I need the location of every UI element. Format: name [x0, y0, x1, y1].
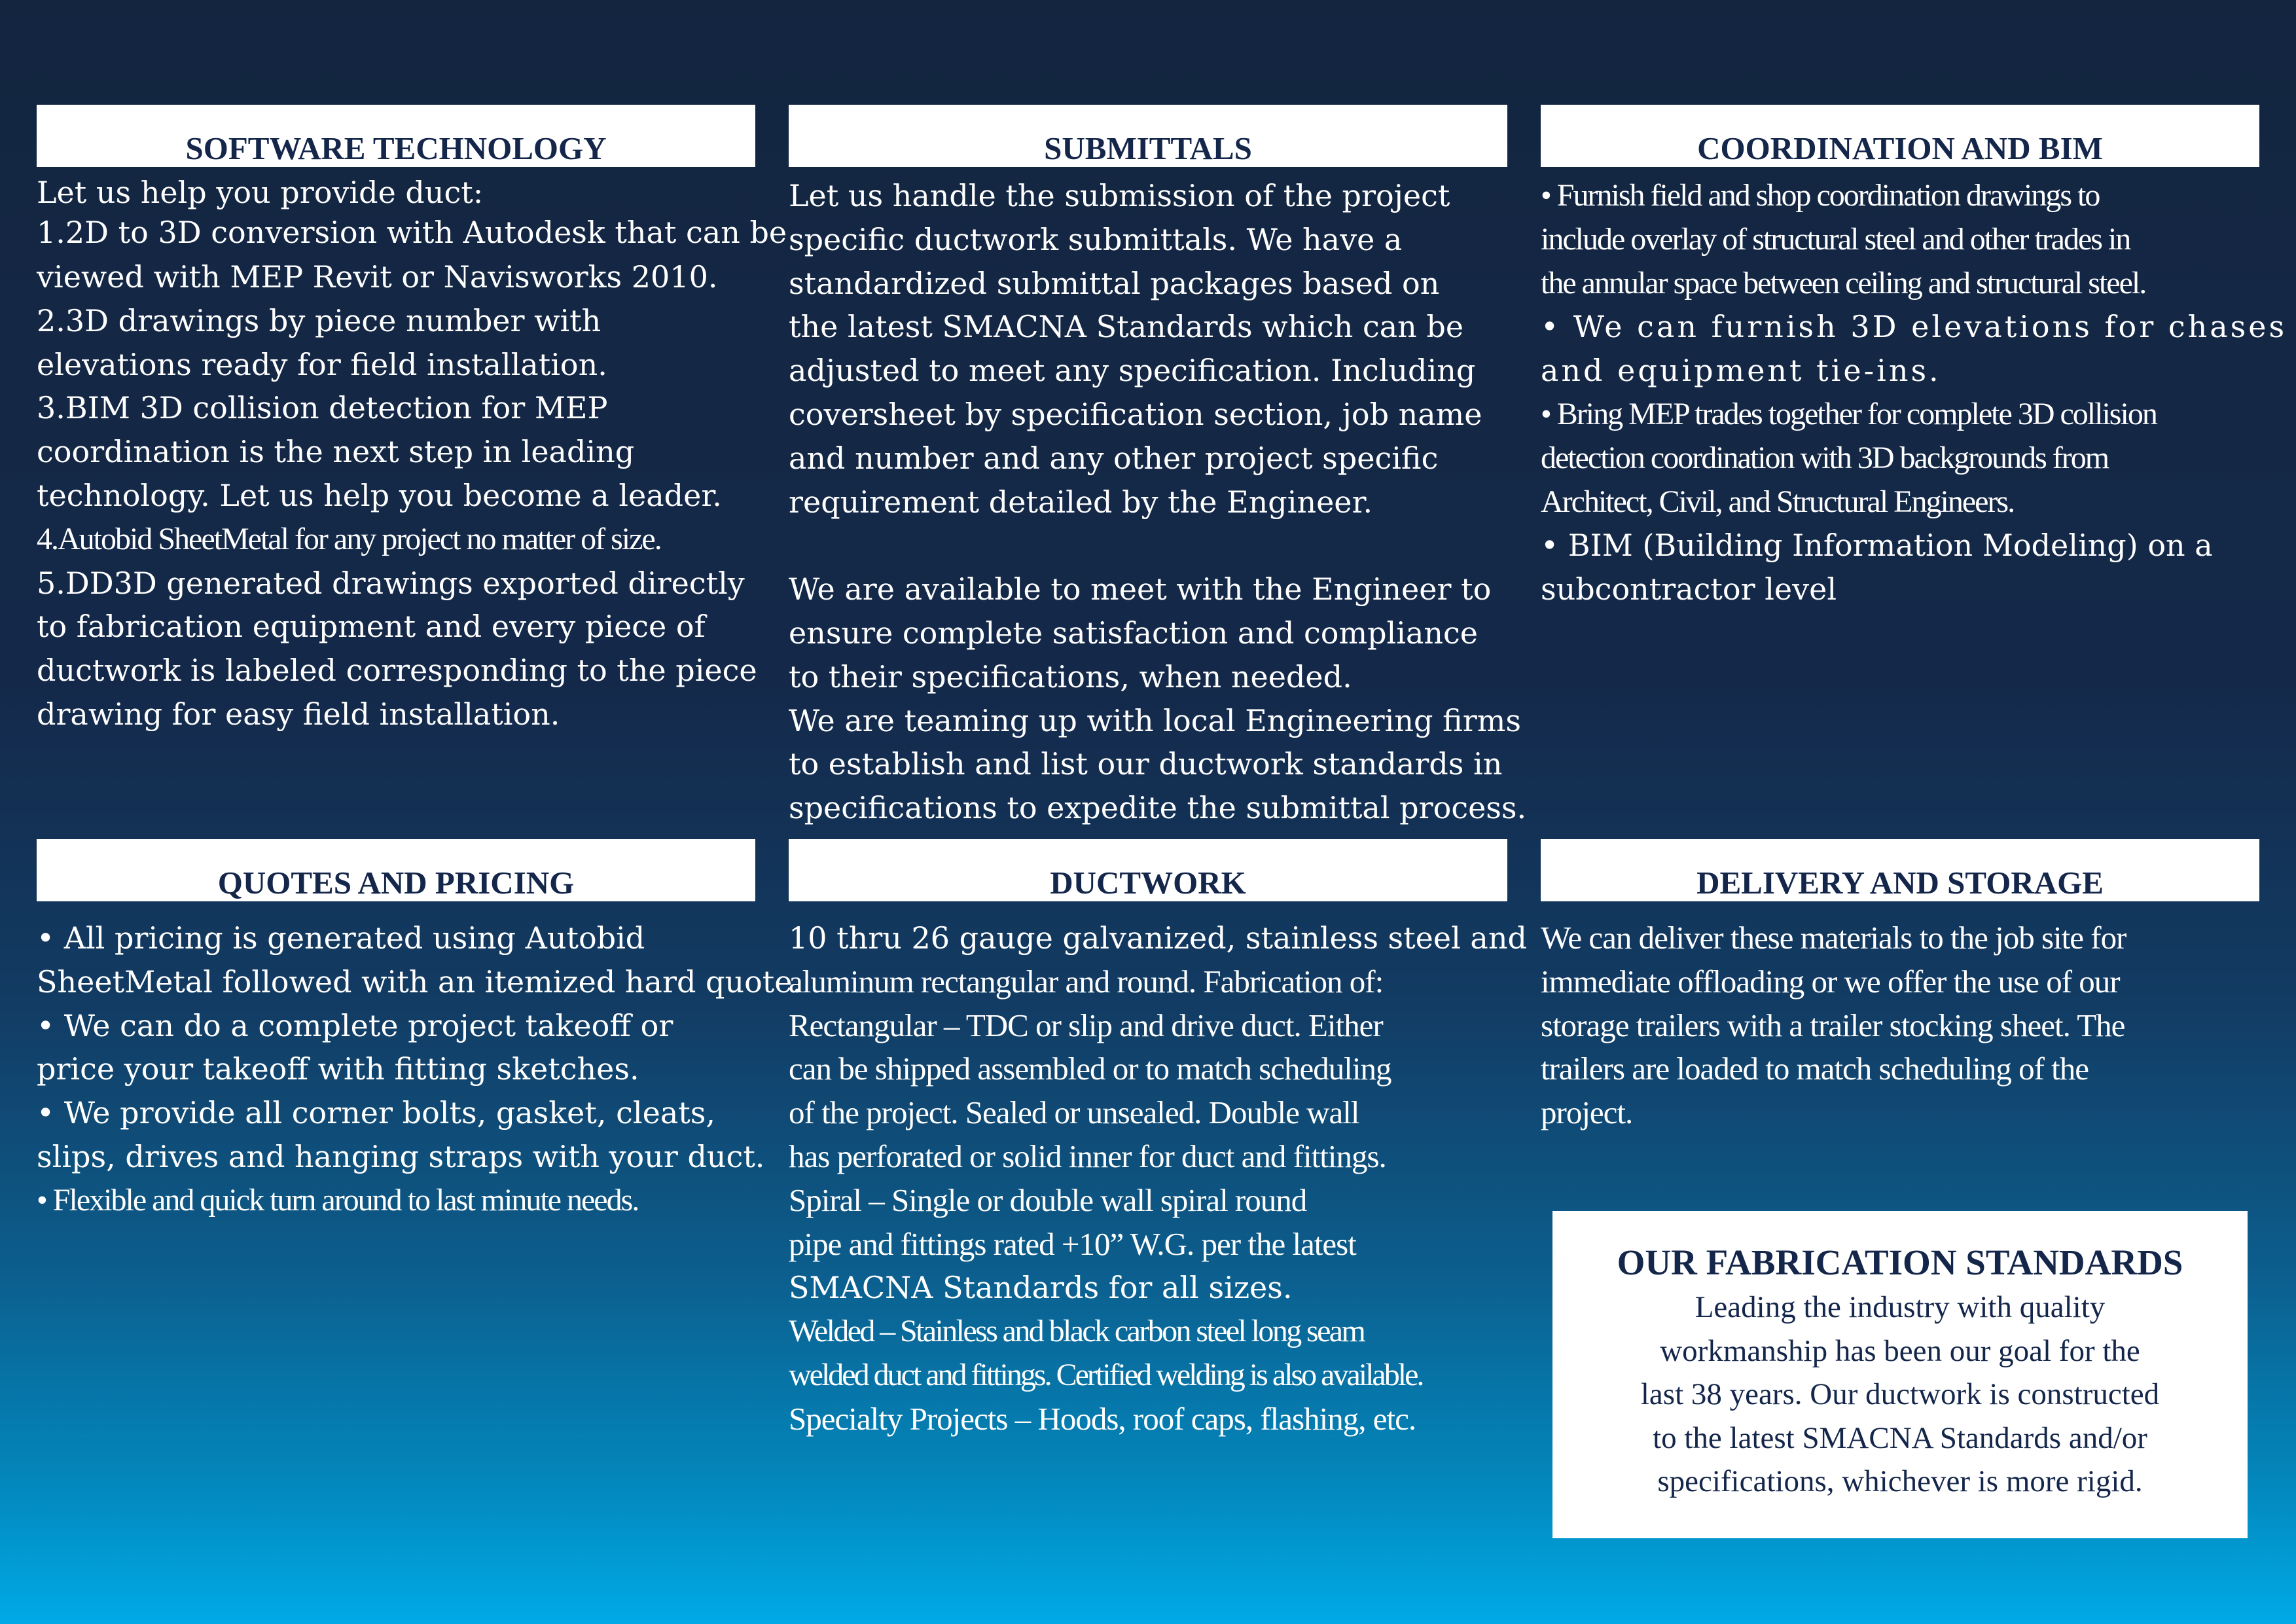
software-line: 1.2D to 3D conversion with Autodesk that can be — [37, 215, 787, 250]
standards-line: specifications, whichever is more rigid. — [1657, 1464, 2143, 1498]
submittals-line: to their specifications, when needed. — [789, 659, 1352, 695]
coordination-line: Architect, Civil, and Structural Engineers. — [1541, 484, 2015, 519]
quotes-pricing-text — [37, 916, 802, 1223]
software-line: 3.BIM 3D collision detection for MEP — [37, 390, 608, 426]
submittals-line: specific ductwork submittals. We have a — [789, 221, 1403, 257]
submittals-header — [789, 105, 1507, 167]
fabrication-standards-title: OUR FABRICATION STANDARDS — [1617, 1242, 2183, 1282]
submittals-heading: SUBMITTALS — [1044, 130, 1252, 166]
ductwork-header — [789, 839, 1507, 901]
submittals-line: ensure complete satisfaction and compliance — [789, 615, 1478, 651]
standards-line: Leading the industry with quality — [1695, 1290, 2106, 1324]
submittals-line: adjusted to meet any specification. Including — [789, 353, 1476, 389]
quotes-pricing-heading: QUOTES AND PRICING — [217, 865, 575, 901]
coordination-bim-text — [1541, 174, 2287, 611]
coordination-line: and equipment tie-ins. — [1541, 353, 1941, 389]
ductwork-line: SMACNA Standards for all sizes. — [789, 1270, 1293, 1306]
delivery-line: storage trailers with a trailer stocking sheet. The — [1541, 1007, 2125, 1043]
software-line: elevations ready for field installation. — [37, 346, 607, 382]
coordination-line: include overlay of structural steel and other trades in — [1541, 221, 2130, 257]
software-technology-header — [37, 105, 755, 167]
coordination-line: • BIM (Building Information Modeling) on a — [1541, 528, 2213, 564]
software-technology-text — [37, 175, 787, 736]
software-line: 4.Autobid SheetMetal for any project no matter of size. — [37, 521, 661, 556]
ductwork-line: Specialty Projects – Hoods, roof caps, flashing, etc. — [789, 1400, 1416, 1437]
delivery-line: project. — [1541, 1094, 1633, 1131]
quotes-line: • We provide all corner bolts, gasket, cleats, — [37, 1095, 715, 1131]
ductwork-line: of the project. Sealed or unsealed. Double wall — [789, 1094, 1359, 1131]
coordination-line: • We can furnish 3D elevations for chases — [1541, 309, 2287, 345]
ductwork-line: aluminum rectangular and round. Fabrication of: — [789, 963, 1384, 1000]
software-technology-heading: SOFTWARE TECHNOLOGY — [185, 130, 607, 166]
software-line: 5.DD3D generated drawings exported directly — [37, 565, 745, 601]
submittals-line: requirement detailed by the Engineer. — [789, 484, 1373, 520]
ductwork-line: has perforated or solid inner for duct and fittings. — [789, 1138, 1386, 1174]
submittals-line: to establish and list our ductwork standards in — [789, 746, 1503, 782]
submittals-line: We are teaming up with local Engineering firms — [789, 702, 1521, 738]
delivery-storage-heading: DELIVERY AND STORAGE — [1696, 865, 2104, 901]
ductwork-line: Rectangular – TDC or slip and drive duct. Either — [789, 1007, 1383, 1043]
coordination-line: • Bring MEP trades together for complete 3D collision — [1541, 396, 2157, 431]
quotes-line: • All pricing is generated using Autobid — [37, 920, 645, 956]
submittals-line: specifications to expedite the submittal process. — [789, 790, 1527, 826]
quotes-line: price your takeoff with fitting sketches. — [37, 1051, 639, 1087]
software-line: 2.3D drawings by piece number with — [37, 302, 601, 338]
quotes-line: SheetMetal followed with an itemized hard quote. — [37, 964, 802, 1000]
delivery-storage-text — [1541, 916, 2126, 1135]
submittals-line: coversheet by specification section, job name — [789, 396, 1482, 432]
software-line: coordination is the next step in leading — [37, 434, 635, 470]
submittals-text — [789, 174, 1526, 830]
software-line: to fabrication equipment and every piece of — [37, 609, 706, 645]
ductwork-line: welded duct and fittings. Certified welding is also available. — [789, 1357, 1423, 1392]
fabrication-standards-box — [1552, 1211, 2248, 1538]
submittals-line: the latest SMACNA Standards which can be — [789, 309, 1464, 345]
delivery-line: We can deliver these materials to the job site for — [1541, 920, 2126, 956]
coordination-line: detection coordination with 3D backgrounds from — [1541, 440, 2109, 475]
software-line: Let us help you provide duct: — [37, 175, 484, 210]
coordination-line: subcontractor level — [1541, 571, 1837, 607]
standards-line: to the latest SMACNA Standards and/or — [1653, 1420, 2147, 1455]
delivery-line: immediate offloading or we offer the use of our — [1541, 963, 2120, 1000]
ductwork-line: can be shipped assembled or to match scheduling — [789, 1051, 1391, 1087]
quotes-line: • Flexible and quick turn around to last minute needs. — [37, 1182, 639, 1218]
software-line: ductwork is labeled corresponding to the piece — [37, 653, 757, 689]
delivery-line: trailers are loaded to match scheduling of the — [1541, 1051, 2089, 1087]
submittals-line: standardized submittal packages based on — [789, 265, 1440, 301]
standards-line: last 38 years. Our ductwork is constructed — [1640, 1377, 2160, 1411]
software-line: drawing for easy field installation. — [37, 696, 560, 732]
software-line: technology. Let us help you become a leader. — [37, 477, 722, 513]
coordination-bim-heading: COORDINATION AND BIM — [1697, 130, 2103, 166]
submittals-line: and number and any other project specific — [789, 440, 1439, 476]
ductwork-line: Welded – Stainless and black carbon steel long seam — [789, 1314, 1365, 1349]
ductwork-heading: DUCTWORK — [1050, 865, 1246, 901]
submittals-blank-line — [789, 524, 1526, 568]
standards-line: workmanship has been our goal for the — [1660, 1333, 2140, 1368]
delivery-storage-header — [1541, 839, 2259, 901]
ductwork-text — [789, 916, 1527, 1441]
quotes-line: • We can do a complete project takeoff or — [37, 1007, 673, 1043]
ductwork-line: 10 thru 26 gauge galvanized, stainless steel and — [789, 920, 1527, 956]
submittals-line: We are available to meet with the Engineer to — [789, 571, 1492, 607]
software-line: viewed with MEP Revit or Navisworks 2010. — [37, 259, 718, 295]
coordination-line: • Furnish field and shop coordination drawings to — [1541, 178, 2100, 213]
submittals-line: Let us handle the submission of the project — [789, 178, 1450, 213]
quotes-pricing-header — [37, 839, 755, 901]
coordination-bim-header — [1541, 105, 2259, 167]
ductwork-line: Spiral – Single or double wall spiral round — [789, 1182, 1307, 1218]
ductwork-line: pipe and fittings rated +10” W.G. per the latest — [789, 1225, 1356, 1262]
quotes-line: slips, drives and hanging straps with your duct. — [37, 1138, 765, 1174]
coordination-line: the annular space between ceiling and structural steel. — [1541, 265, 2146, 300]
